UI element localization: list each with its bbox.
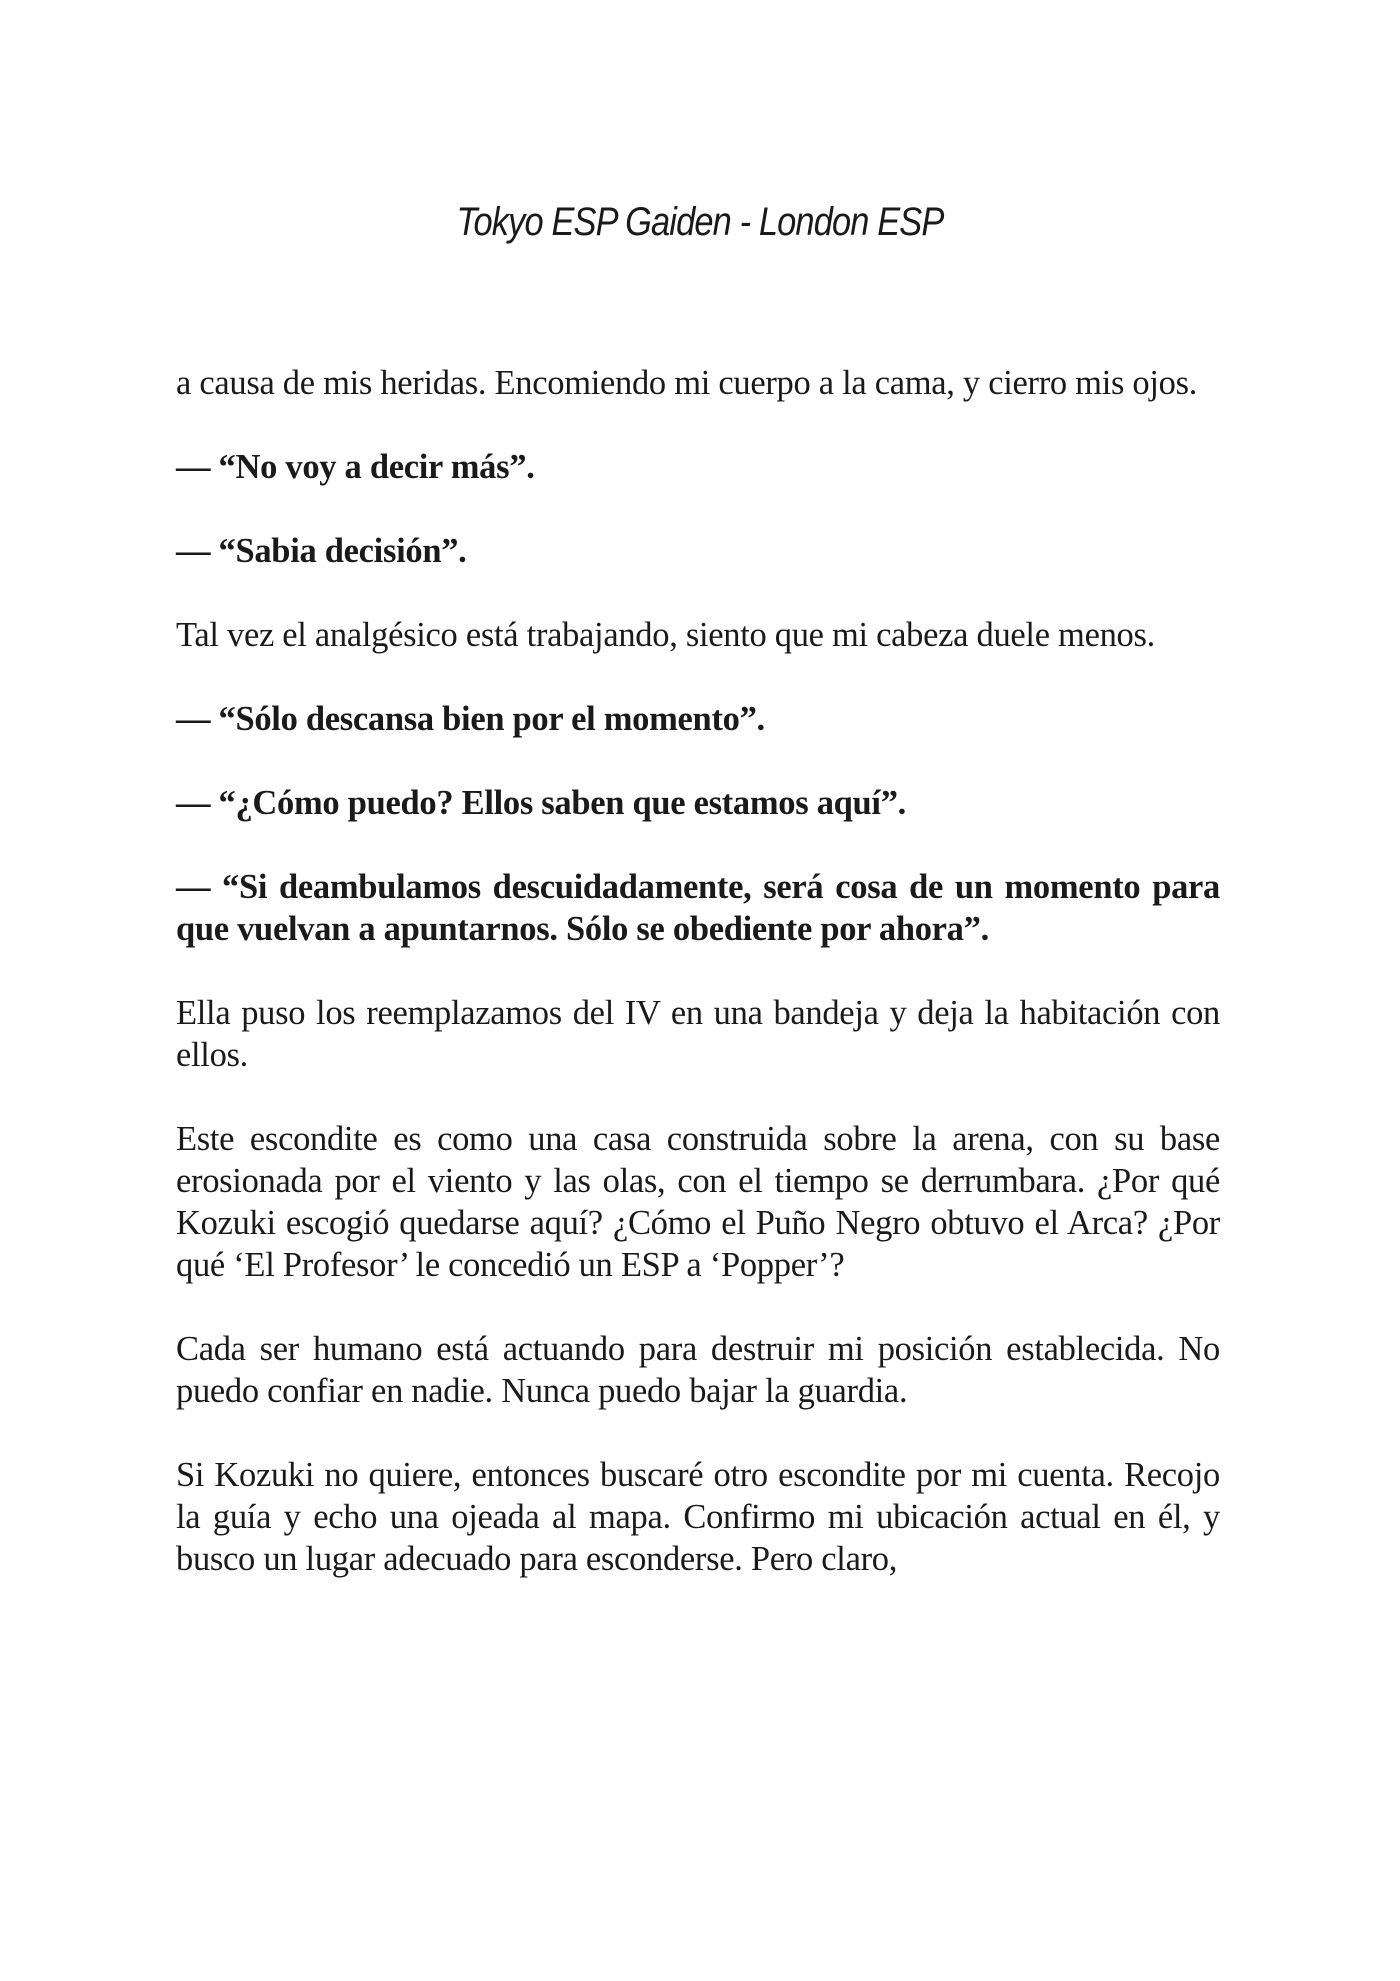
paragraph: Tal vez el analgésico está trabajando, siento que mi cabeza duele menos. bbox=[176, 616, 1155, 654]
dialogue-line: — “Si deambulamos descuidadamente, será cosa de un momento para que vuelvan a apuntarnos. Sólo se obediente por ahora”. bbox=[176, 868, 1220, 948]
dialogue-line: — “Sabia decisión”. bbox=[176, 532, 467, 570]
paragraph: Cada ser humano está actuando para destruir mi posición establecida. No puedo confiar en nadie. Nunca puedo bajar la guardia. bbox=[176, 1330, 1220, 1410]
paragraph: Este escondite es como una casa construida sobre la arena, con su base erosionada por el viento y las olas, con el tiempo se derrumbara. ¿Por qué Kozuki escogió quedarse aquí? ¿Cómo el Puño Negro obtuvo el Arca? ¿Por qué ‘El Profesor’ le concedió un ESP a ‘Popper’? bbox=[176, 1120, 1220, 1284]
body-text bbox=[176, 362, 1220, 1580]
dialogue-line: — “¿Cómo puedo? Ellos saben que estamos aquí”. bbox=[176, 784, 906, 822]
dialogue-line: — “Sólo descansa bien por el momento”. bbox=[176, 700, 765, 738]
dialogue-line: — “No voy a decir más”. bbox=[176, 448, 535, 486]
paragraph: Si Kozuki no quiere, entonces buscaré otro escondite por mi cuenta. Recojo la guía y echo una ojeada al mapa. Confirmo mi ubicación actual en él, y busco un lugar adecuado para esconderse. Pero claro, bbox=[176, 1456, 1220, 1578]
paragraph: Ella puso los reemplazamos del IV en una bandeja y deja la habitación con ellos. bbox=[176, 994, 1220, 1074]
paragraph: a causa de mis heridas. Encomiendo mi cuerpo a la cama, y cierro mis ojos. bbox=[176, 364, 1198, 402]
running-header: Tokyo ESP Gaiden - London ESP bbox=[456, 200, 944, 244]
